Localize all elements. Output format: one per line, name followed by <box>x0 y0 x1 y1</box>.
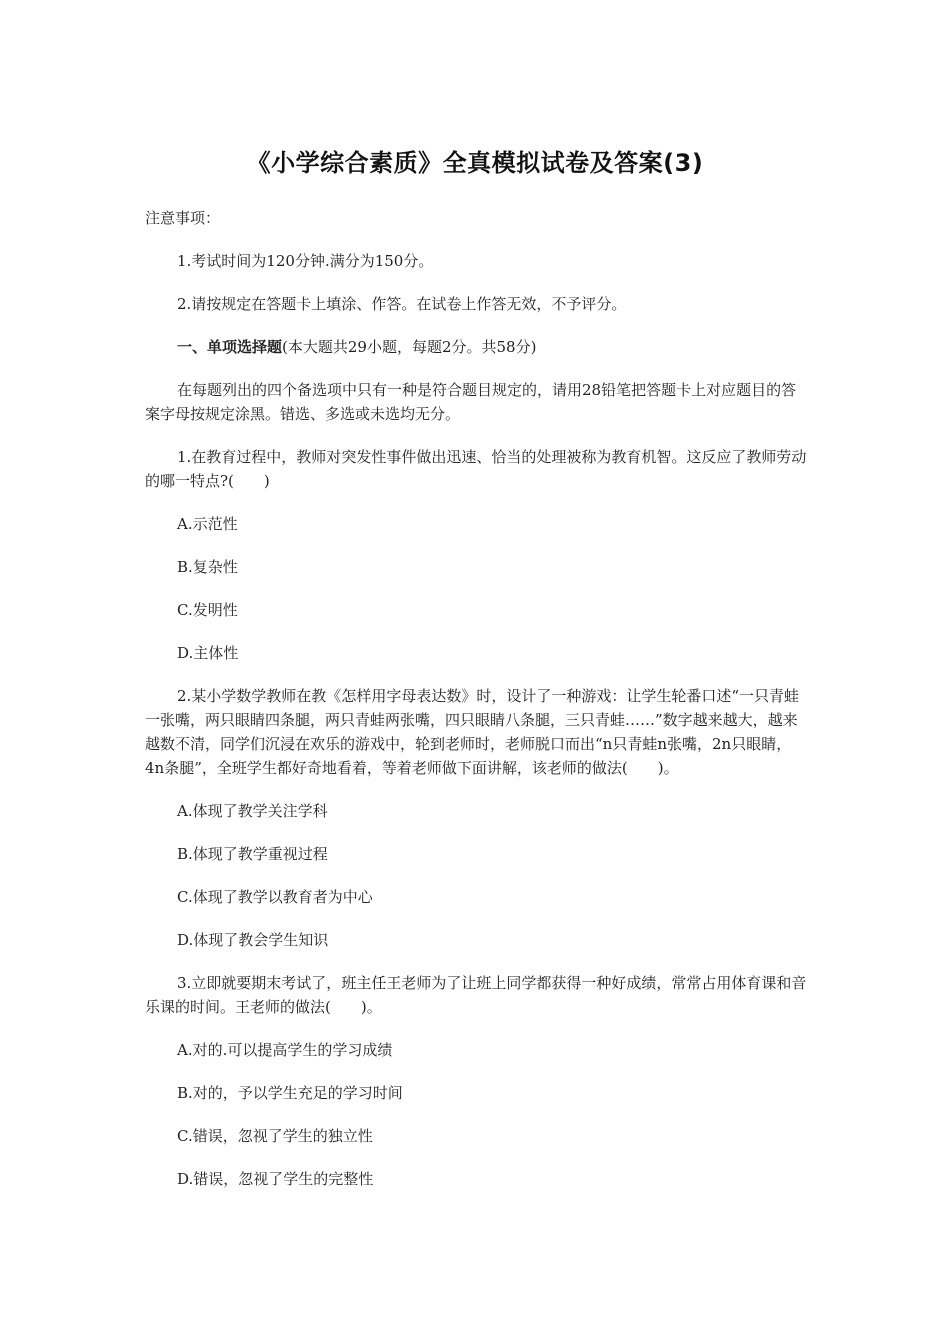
question-1-option-d: D.主体性 <box>177 644 239 662</box>
question-3-option-d: D.错误，忽视了学生的完整性 <box>177 1170 374 1188</box>
question-1-option-a: A.示范性 <box>177 515 238 533</box>
section-heading-title: 一、单项选择题 <box>177 338 283 356</box>
question-1-stem: 1.在教育过程中，教师对突发性事件做出迅速、恰当的处理被称为教育机智。这反应了教师劳动的哪一特点?( ) <box>145 448 807 490</box>
question-2-option-b: B.体现了教学重视过程 <box>177 845 328 863</box>
question-1-option-b: B.复杂性 <box>177 558 238 576</box>
question-1-option-c: C.发明性 <box>177 601 238 619</box>
notice-heading: 注意事项： <box>145 209 221 227</box>
document-body <box>145 206 807 1210</box>
question-2-option-c: C.体现了教学以教育者为中心 <box>177 888 373 906</box>
section-heading-detail: (本大题共29小题，每题2分。共58分) <box>282 338 537 356</box>
question-2-option-d: D.体现了教会学生知识 <box>177 931 329 949</box>
question-3-option-c: C.错误，忽视了学生的独立性 <box>177 1127 373 1145</box>
question-3-option-a: A.对的.可以提高学生的学习成绩 <box>177 1041 393 1059</box>
question-3-stem: 3.立即就要期末考试了，班主任王老师为了让班上同学都获得一种好成绩，常常占用体育课和音乐课的时间。王老师的做法( )。 <box>145 974 807 1016</box>
question-3-option-b: B.对的，予以学生充足的学习时间 <box>177 1084 403 1102</box>
question-2-option-a: A.体现了教学关注学科 <box>177 802 328 820</box>
question-2-stem: 2.某小学数学教师在教《怎样用字母表达数》时，设计了一种游戏：让学生轮番口述“一只青蛙一张嘴，两只眼睛四条腿，两只青蛙两张嘴，四只眼睛八条腿，三只青蛙……”数字越来越大，越来越数不清，同学们沉浸在欢乐的游戏中，轮到老师时，老师脱口而出“n只青蛙n张嘴，2n只眼睛，4n条腿”，全班学生都好奇地看着，等着老师做下面讲解，该老师的做法( )。 <box>145 687 799 777</box>
notice-item-1: 1.考试时间为120分钟.满分为150分。 <box>177 252 434 270</box>
notice-item-2: 2.请按规定在答题卡上填涂、作答。在试卷上作答无效，不予评分。 <box>177 295 627 313</box>
section-heading <box>145 335 807 359</box>
document-title: 《小学综合素质》全真模拟试卷及答案(3) <box>246 149 704 177</box>
section-instruction: 在每题列出的四个备选项中只有一种是符合题目规定的，请用28铅笔把答题卡上对应题目的答案字母按规定涂黑。错选、多选或未选均无分。 <box>145 381 797 423</box>
